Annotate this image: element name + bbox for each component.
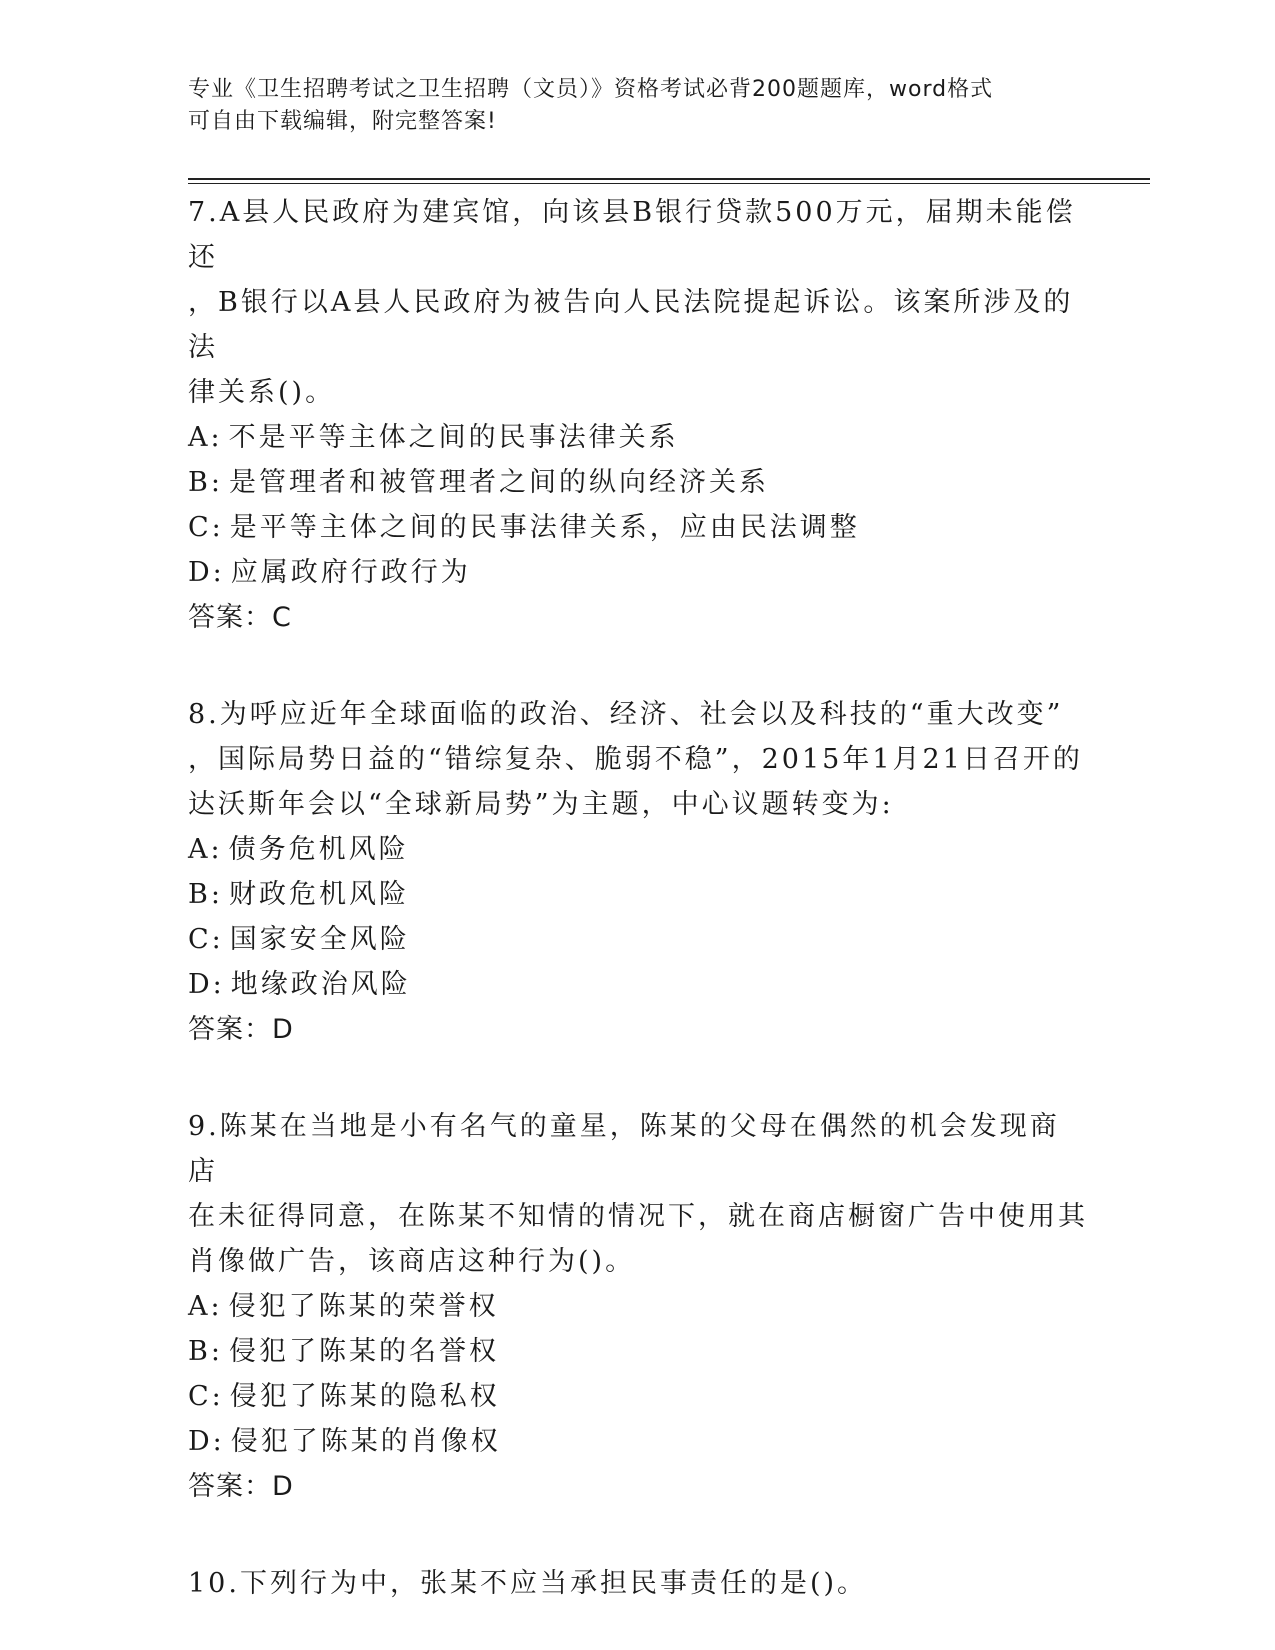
question-block	[188, 190, 1088, 640]
question-block	[188, 1104, 1088, 1509]
option-text: 债务危机风险	[228, 834, 409, 865]
question-list	[188, 190, 1088, 1606]
option-key: C:	[188, 512, 224, 543]
option-key: B:	[188, 467, 223, 498]
question-block	[188, 692, 1088, 1052]
option-key: D:	[188, 969, 225, 1000]
question-spacer	[188, 1052, 1088, 1104]
option-text: 不是平等主体之间的民事法律关系	[228, 422, 679, 453]
header-line-2: 可自由下载编辑，附完整答案!	[188, 109, 497, 134]
option-key: A:	[188, 834, 223, 865]
option-text: 侵犯了陈某的肖像权	[230, 1426, 501, 1457]
header-divider-thin	[188, 183, 1150, 184]
option-text: 应属政府行政行为	[230, 557, 471, 588]
answer-line: 答案：D	[188, 1471, 294, 1502]
option-text: 地缘政治风险	[230, 969, 411, 1000]
option-text: 侵犯了陈某的荣誉权	[228, 1291, 499, 1322]
question-stem-line: 律关系()。	[188, 377, 336, 408]
question-stem-line: 7.A县人民政府为建宾馆，向该县B银行贷款500万元，届期未能偿还	[188, 197, 1076, 273]
option-key: D:	[188, 557, 225, 588]
answer-line: 答案：D	[188, 1014, 294, 1045]
question-stem-line: 10.下列行为中，张某不应当承担民事责任的是()。	[188, 1568, 868, 1599]
document-header	[188, 74, 1088, 138]
option-text: 是管理者和被管理者之间的纵向经济关系	[228, 467, 769, 498]
answer-option	[188, 917, 1088, 962]
answer-option	[188, 460, 1088, 505]
option-text: 是平等主体之间的民事法律关系，应由民法调整	[229, 512, 860, 543]
answer-option	[188, 872, 1088, 917]
answer-option	[188, 827, 1088, 872]
question-stem-line: 达沃斯年会以“全球新局势”为主题，中心议题转变为:	[188, 789, 894, 820]
option-key: A:	[188, 422, 223, 453]
question-spacer	[188, 640, 1088, 692]
option-text: 财政危机风险	[228, 879, 409, 910]
question-stem-line: 在未征得同意，在陈某不知情的情况下，就在商店橱窗广告中使用其	[188, 1201, 1088, 1232]
answer-option	[188, 505, 1088, 550]
option-key: D:	[188, 1426, 225, 1457]
answer-option	[188, 550, 1088, 595]
option-key: C:	[188, 1381, 224, 1412]
answer-option	[188, 962, 1088, 1007]
answer-option	[188, 1419, 1088, 1464]
question-spacer	[188, 1509, 1088, 1561]
answer-line: 答案：C	[188, 602, 292, 633]
question-stem-line: 9.陈某在当地是小有名气的童星，陈某的父母在偶然的机会发现商店	[188, 1111, 1060, 1187]
answer-option	[188, 1374, 1088, 1419]
option-key: B:	[188, 879, 223, 910]
answer-option	[188, 1329, 1088, 1374]
option-key: C:	[188, 924, 224, 955]
option-text: 侵犯了陈某的隐私权	[229, 1381, 500, 1412]
question-stem-line: ，国际局势日益的“错综复杂、脆弱不稳”，2015年1月21日召开的	[188, 744, 1083, 775]
option-text: 侵犯了陈某的名誉权	[228, 1336, 499, 1367]
header-line-1: 专业《卫生招聘考试之卫生招聘（文员）》资格考试必背200题题库，word格式	[188, 77, 994, 102]
option-key: A:	[188, 1291, 223, 1322]
answer-option	[188, 1284, 1088, 1329]
question-stem-line: 8.为呼应近年全球面临的政治、经济、社会以及科技的“重大改变”	[188, 699, 1064, 730]
option-key: B:	[188, 1336, 223, 1367]
header-divider-thick	[188, 178, 1150, 180]
option-text: 国家安全风险	[229, 924, 410, 955]
question-stem-line: 肖像做广告，该商店这种行为()。	[188, 1246, 636, 1277]
answer-option	[188, 415, 1088, 460]
question-stem-line: ，B银行以A县人民政府为被告向人民法院提起诉讼。该案所涉及的法	[188, 287, 1074, 363]
question-block	[188, 1561, 1088, 1606]
